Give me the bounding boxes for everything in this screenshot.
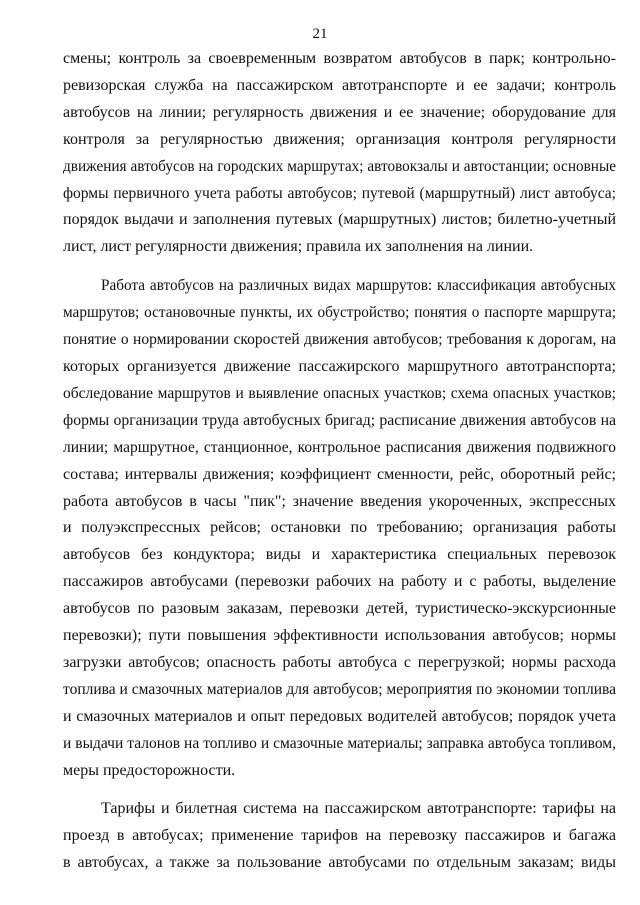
text-line: порядок выдачи и заполнения путевых (маршрутных) листов; билетно-учетный	[63, 211, 616, 229]
paragraph-2	[63, 273, 616, 784]
text-line: формы организации труда автобусных бригад; расписание движения автобусов на	[63, 411, 616, 429]
text-line: смены; контроль за своевременным возвратом автобусов в парк; контрольно-	[63, 50, 616, 67]
text-line: загрузки автобусов; опасность работы автобуса с перегрузкой; нормы расхода	[63, 653, 616, 671]
text-line: состава; интервалы движения; коэффициент сменности, рейс, оборотный рейс;	[63, 465, 616, 483]
text-line: топлива и смазочных материалов для автобусов; мероприятия по экономии топлива	[63, 680, 616, 698]
text-line: перевозки); пути повышения эффективности использования автобусов; нормы	[63, 627, 616, 645]
text-line: проезд в автобусах; применение тарифов на перевозку пассажиров и багажа	[63, 827, 616, 845]
document-body	[63, 46, 616, 889]
text-line: формы первичного учета работы автобусов; путевой (маршрутный) лист автобуса;	[63, 184, 616, 202]
paragraph-1	[63, 46, 616, 261]
text-line: линии; маршрутное, станционное, контрольное расписания движения подвижного	[63, 438, 616, 456]
text-line: понятие о нормировании скоростей движения автобусов; требования к дорогам, на	[63, 331, 616, 349]
text-line: автобусов по разовым заказам, перевозки детей, туристическо-экскурсионные	[63, 600, 616, 618]
text-line: и выдачи талонов на топливо и смазочные материалы; заправка автобуса топливом,	[63, 734, 616, 752]
text-line: контроля за регулярностью движения; организация контроля регулярности	[63, 130, 616, 148]
text-line: меры предосторожности.	[63, 761, 236, 779]
text-line: в автобусах, а также за пользование автобусами по отдельным заказам; виды	[63, 854, 616, 872]
text-line: лист, лист регулярности движения; правила их заполнения на линии.	[63, 238, 534, 256]
text-line: работа автобусов в часы "пик"; значение введения укороченных, экспрессных	[63, 492, 616, 510]
text-line: автобусов без кондуктора; виды и характеристика специальных перевозок	[63, 546, 616, 564]
text-line: и смазочных материалов и опыт передовых водителей автобусов; порядок учета	[63, 707, 616, 725]
text-line: пассажиров автобусами (перевозки рабочих на работу и с работы, выделение	[63, 573, 616, 591]
text-line: маршрутов; остановочные пункты, их обустройство; понятия о паспорте маршрута;	[63, 304, 616, 322]
text-line: автобусов на линии; регулярность движения и ее значение; оборудование для	[63, 103, 616, 121]
text-line: которых организуется движение пассажирского маршрутного автотранспорта;	[63, 357, 616, 375]
text-line: ревизорская служба на пассажирском автотранспорте и ее задачи; контроль	[63, 76, 616, 94]
page-number: 21	[312, 26, 328, 42]
text-line: и полуэкспрессных рейсов; остановки по требованию; организация работы	[63, 519, 616, 537]
text-line: Тарифы и билетная система на пассажирском автотранспорте: тарифы на	[101, 800, 616, 818]
text-line: обследование маршрутов и выявление опасных участков; схема опасных участков;	[63, 384, 616, 402]
text-line: Работа автобусов на различных видах маршрутов: классификация автобусных	[101, 277, 616, 295]
paragraph-3	[63, 796, 616, 877]
text-line: движения автобусов на городских маршрутах; автовокзалы и автостанции; основные	[63, 157, 616, 175]
